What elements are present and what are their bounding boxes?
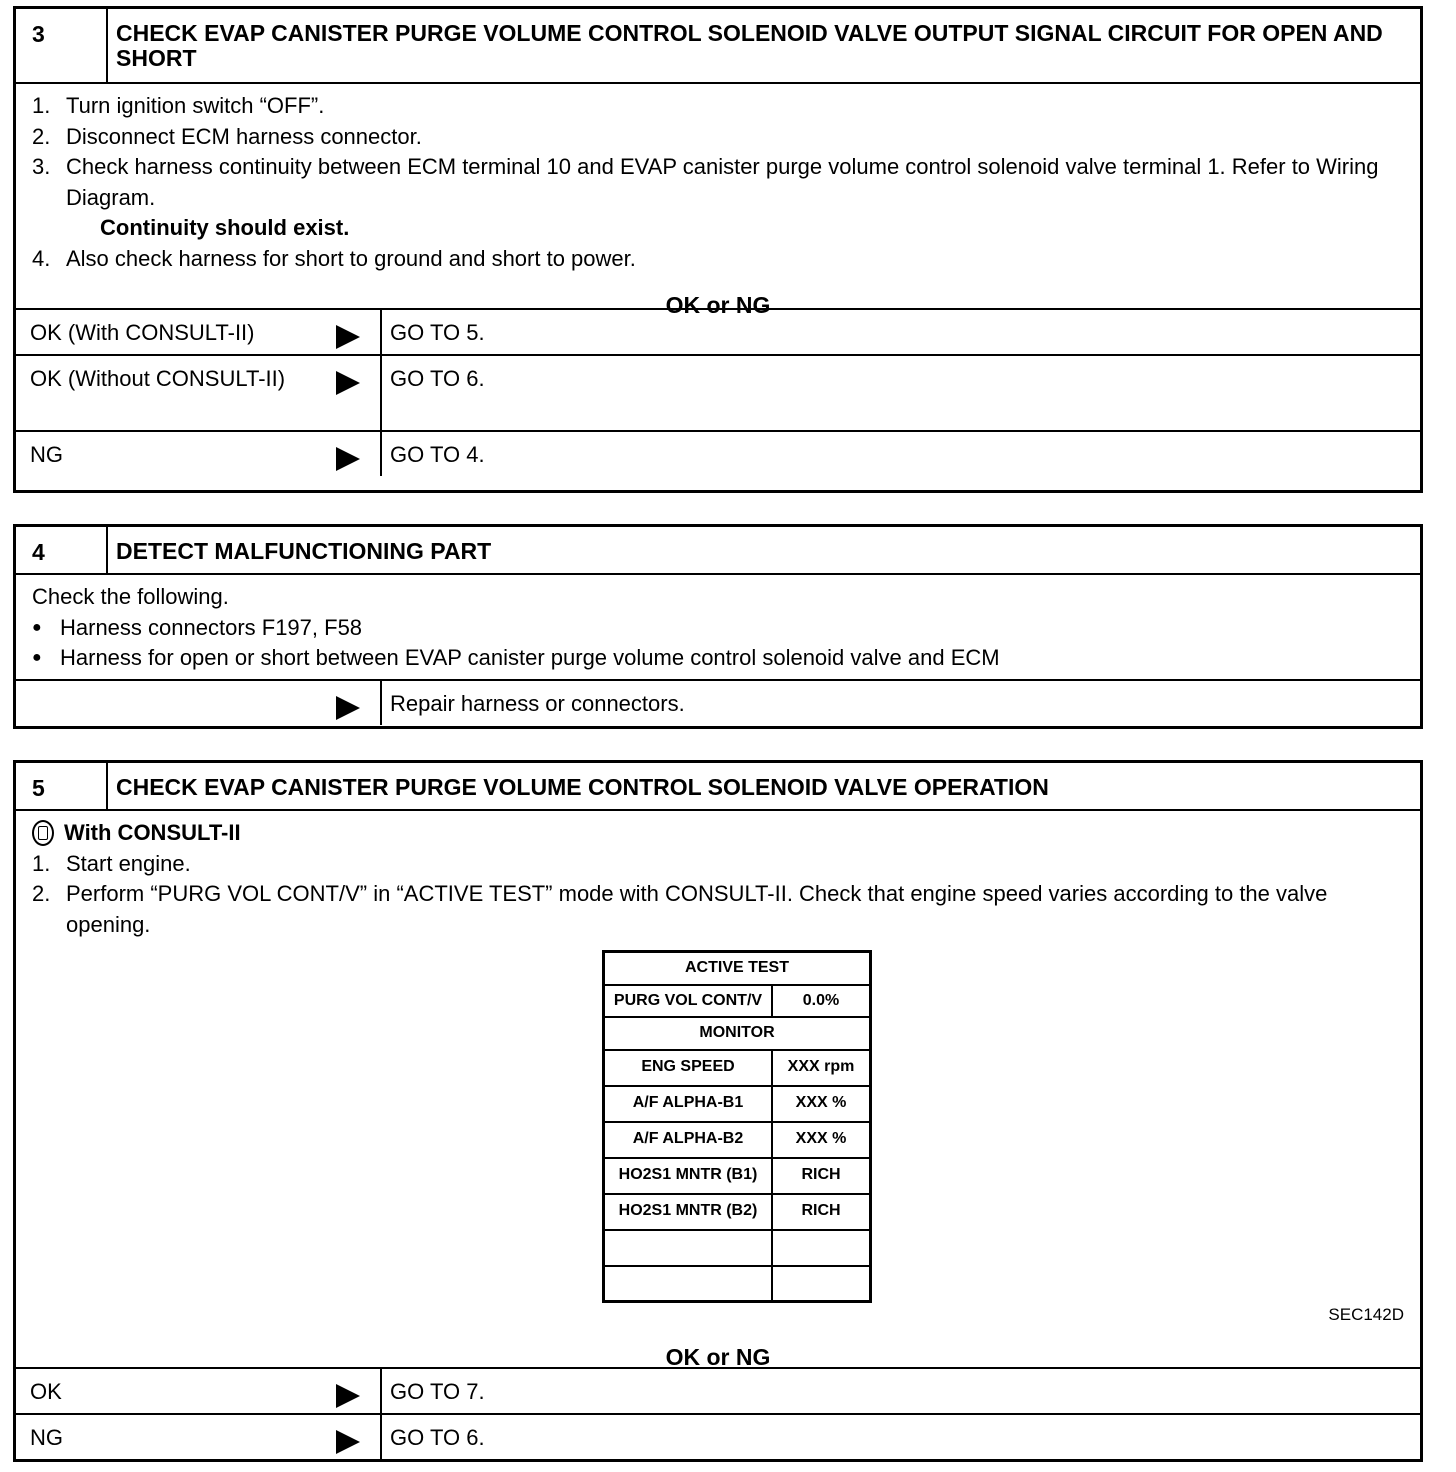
check-bullet: ● Harness connectors F197, F58 [32, 613, 1404, 644]
instruction-item: 2. Perform “PURG VOL CONT/V” in “ACTIVE TEST” mode with CONSULT-II. Check that engine speed varies according to the valve opening. [32, 881, 1328, 937]
ok-or-ng-label: OK or NG [665, 292, 771, 318]
arrow-right-icon [336, 1430, 360, 1454]
result-row [16, 681, 1420, 725]
step-title: CHECK EVAP CANISTER PURGE VOLUME CONTROL SOLENOID VALVE OPERATION [116, 774, 1049, 800]
result-condition: NG [30, 442, 63, 467]
consult-heading: With CONSULT-II [32, 818, 1404, 849]
result-action: GO TO 5. [390, 320, 485, 345]
instruction-item: 2. Disconnect ECM harness connector. [32, 123, 422, 149]
step-4-block [13, 524, 1423, 729]
result-row [16, 1369, 1420, 1413]
monitor-item: ENG SPEED [604, 1050, 773, 1086]
monitor-header: MONITOR [604, 1017, 871, 1050]
result-condition: OK (With CONSULT-II) [30, 320, 255, 345]
monitor-item: HO2S1 MNTR (B2) [604, 1194, 773, 1230]
monitor-item: A/F ALPHA-B1 [604, 1086, 773, 1122]
step-5-block [13, 760, 1423, 1462]
monitor-item [604, 1230, 773, 1266]
arrow-right-icon [336, 447, 360, 471]
step-5-instructions [16, 811, 1420, 1369]
monitor-value [772, 1230, 871, 1266]
monitor-value [772, 1266, 871, 1302]
result-row [16, 1413, 1420, 1459]
monitor-value: XXX rpm [772, 1050, 871, 1086]
step-3-instructions [16, 84, 1420, 318]
result-condition: OK [30, 1379, 62, 1404]
ok-or-ng-label: OK or NG [665, 1344, 771, 1370]
test-value: 0.0% [772, 985, 871, 1018]
monitor-item: A/F ALPHA-B2 [604, 1122, 773, 1158]
monitor-item: HO2S1 MNTR (B1) [604, 1158, 773, 1194]
step-3-header [16, 9, 1420, 84]
step-number: 5 [16, 763, 108, 809]
monitor-value: RICH [772, 1194, 871, 1230]
test-item: PURG VOL CONT/V [604, 985, 773, 1018]
check-bullet: ● Harness for open or short between EVAP canister purge volume control solenoid valve and ECM [32, 643, 1404, 674]
result-action: GO TO 7. [390, 1379, 485, 1404]
arrow-right-icon [336, 371, 360, 395]
monitor-value: XXX % [772, 1086, 871, 1122]
result-action: GO TO 6. [390, 1425, 485, 1450]
result-row [16, 310, 1420, 354]
step-title: CHECK EVAP CANISTER PURGE VOLUME CONTROL SOLENOID VALVE OUTPUT SIGNAL CIRCUIT FOR OPEN AND SHORT [116, 20, 1383, 71]
bullet-icon: ● [32, 649, 42, 666]
arrow-right-icon [336, 696, 360, 720]
result-row [16, 430, 1420, 476]
monitor-value: RICH [772, 1158, 871, 1194]
check-intro: Check the following. [32, 584, 229, 609]
result-condition: OK (Without CONSULT-II) [30, 366, 286, 391]
step-4-header [16, 527, 1420, 575]
result-action: GO TO 4. [390, 442, 485, 467]
arrow-right-icon [336, 325, 360, 349]
step-number: 4 [16, 527, 108, 573]
instruction-item: 1. Turn ignition switch “OFF”. [32, 93, 325, 118]
result-action: GO TO 6. [390, 366, 485, 391]
bullet-icon: ● [32, 618, 42, 636]
arrow-right-icon [336, 1384, 360, 1408]
active-test-screen [602, 950, 872, 1303]
result-condition: NG [30, 1425, 63, 1450]
figure-code: SEC142D [1328, 1305, 1404, 1324]
step-5-header [16, 763, 1420, 811]
step-5-results [16, 1369, 1420, 1459]
result-row [16, 354, 1420, 430]
step-3-block [13, 6, 1423, 493]
monitor-item [604, 1266, 773, 1302]
monitor-value: XXX % [772, 1122, 871, 1158]
instruction-item: 3. Check harness continuity between ECM terminal 10 and EVAP canister purge volume control solenoid valve terminal 1. Refer to Wiring Diagram. [32, 154, 1379, 210]
step-4-instructions [16, 575, 1420, 681]
step-title: DETECT MALFUNCTIONING PART [116, 538, 492, 564]
continuity-note: Continuity should exist. [100, 215, 350, 240]
step-3-results [16, 310, 1420, 476]
instruction-item: 4. Also check harness for short to ground and short to power. [32, 245, 636, 271]
consult-tool-icon [32, 820, 54, 846]
instruction-item: 1. Start engine. [32, 850, 191, 876]
active-test-header: ACTIVE TEST [604, 952, 871, 985]
step-number: 3 [16, 9, 108, 82]
result-action: Repair harness or connectors. [390, 691, 685, 716]
active-test-figure [32, 940, 1404, 1340]
